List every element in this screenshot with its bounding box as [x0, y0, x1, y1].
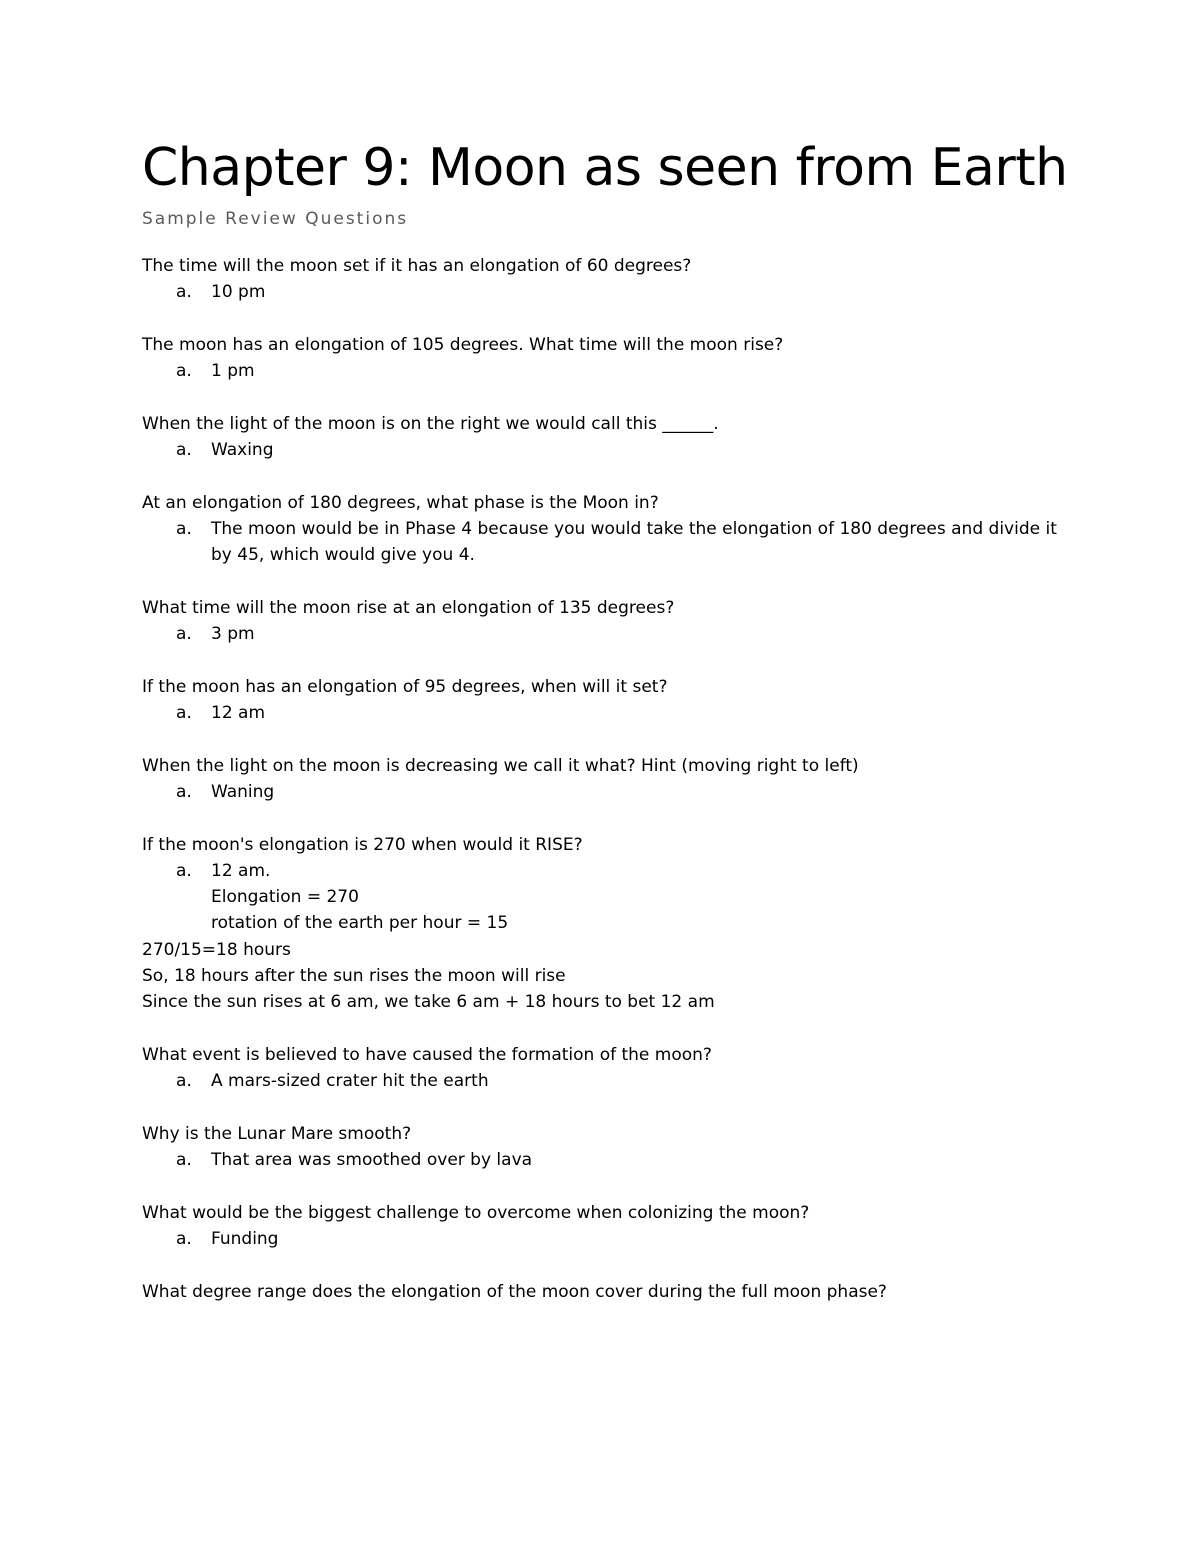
list-marker: a. — [176, 781, 192, 802]
answer-item — [142, 1068, 1072, 1094]
question-text: The moon has an elongation of 105 degrees. What time will the moon rise? — [142, 334, 784, 355]
qa-item — [142, 490, 1072, 569]
question-text: At an elongation of 180 degrees, what phase is the Moon in? — [142, 492, 659, 513]
answer-text: 12 am — [211, 703, 266, 724]
answer-text: A mars-sized crater hit the earth — [211, 1071, 489, 1092]
list-marker: a. — [176, 1228, 192, 1249]
question-text: What time will the moon rise at an elongation of 135 degrees? — [142, 597, 675, 618]
question-text: Why is the Lunar Mare smooth? — [142, 1123, 412, 1144]
answer-list — [142, 700, 1072, 726]
answer-working-line: rotation of the earth per hour = 15 — [211, 913, 509, 934]
qa-item — [142, 1279, 1072, 1305]
page-subtitle: Sample Review Questions — [142, 209, 409, 229]
page-title: Chapter 9: Moon as seen from Earth — [142, 138, 1068, 198]
answer-item — [142, 358, 1072, 384]
qa-item — [142, 595, 1072, 648]
qa-item — [142, 1121, 1072, 1174]
answer-working-line: Elongation = 270 — [211, 887, 359, 908]
explanation-line: Since the sun rises at 6 am, we take 6 am + 18 hours to bet 12 am — [142, 992, 715, 1013]
list-marker: a. — [176, 624, 192, 645]
qa-item — [142, 832, 1072, 1016]
answer-text: 10 pm — [211, 282, 266, 303]
qa-item — [142, 674, 1072, 727]
question-text: If the moon has an elongation of 95 degrees, when will it set? — [142, 676, 668, 697]
list-marker: a. — [176, 361, 192, 382]
answer-list — [142, 1147, 1072, 1173]
list-marker: a. — [176, 860, 192, 881]
question-text: When the light on the moon is decreasing we call it what? Hint (moving right to left) — [142, 755, 859, 776]
answer-item — [142, 858, 1072, 884]
question-text: When the light of the moon is on the right we would call this ______. — [142, 413, 719, 434]
qa-item — [142, 411, 1072, 464]
answer-text: 12 am. — [211, 860, 271, 881]
list-marker: a. — [176, 1150, 192, 1171]
qa-item — [142, 253, 1072, 306]
answer-item — [142, 779, 1072, 805]
question-text: What degree range does the elongation of the moon cover during the full moon phase? — [142, 1281, 887, 1302]
answer-list — [142, 279, 1072, 305]
qa-item — [142, 1200, 1072, 1253]
answer-text: 1 pm — [211, 361, 255, 382]
answer-list — [142, 1068, 1072, 1094]
question-text: If the moon's elongation is 270 when would it RISE? — [142, 834, 583, 855]
answer-text: That area was smoothed over by lava — [211, 1150, 533, 1171]
explanation-line: 270/15=18 hours — [142, 939, 291, 960]
list-marker: a. — [176, 1071, 192, 1092]
answer-text: The moon would be in Phase 4 because you would take the elongation of 180 degrees and divide it by 45, which would give you 4. — [211, 518, 1057, 566]
answer-text: Waning — [211, 781, 275, 802]
answer-text: Waxing — [211, 440, 274, 461]
answer-text: Funding — [211, 1228, 279, 1249]
answer-item — [142, 1226, 1072, 1252]
qa-list — [142, 253, 1072, 1305]
question-text: The time will the moon set if it has an elongation of 60 degrees? — [142, 256, 692, 276]
answer-item — [142, 621, 1072, 647]
answer-list — [142, 516, 1072, 569]
answer-list — [142, 437, 1072, 463]
list-marker: a. — [176, 518, 192, 539]
answer-list — [142, 621, 1072, 647]
answer-item — [142, 279, 1072, 305]
answer-item — [142, 437, 1072, 463]
question-text: What event is believed to have caused the formation of the moon? — [142, 1044, 712, 1065]
explanation-line: So, 18 hours after the sun rises the moon will rise — [142, 966, 566, 987]
answer-list — [142, 779, 1072, 805]
answer-text: 3 pm — [211, 624, 255, 645]
question-text: What would be the biggest challenge to overcome when colonizing the moon? — [142, 1202, 810, 1223]
answer-item — [142, 516, 1072, 569]
list-marker: a. — [176, 703, 192, 724]
qa-item — [142, 332, 1072, 385]
list-marker: a. — [176, 440, 192, 461]
answer-item — [142, 1147, 1072, 1173]
document-page — [142, 138, 1072, 1331]
qa-item — [142, 1042, 1072, 1095]
answer-list — [142, 858, 1072, 884]
qa-item — [142, 753, 1072, 806]
list-marker: a. — [176, 282, 192, 303]
answer-list — [142, 358, 1072, 384]
answer-list — [142, 1226, 1072, 1252]
answer-item — [142, 700, 1072, 726]
